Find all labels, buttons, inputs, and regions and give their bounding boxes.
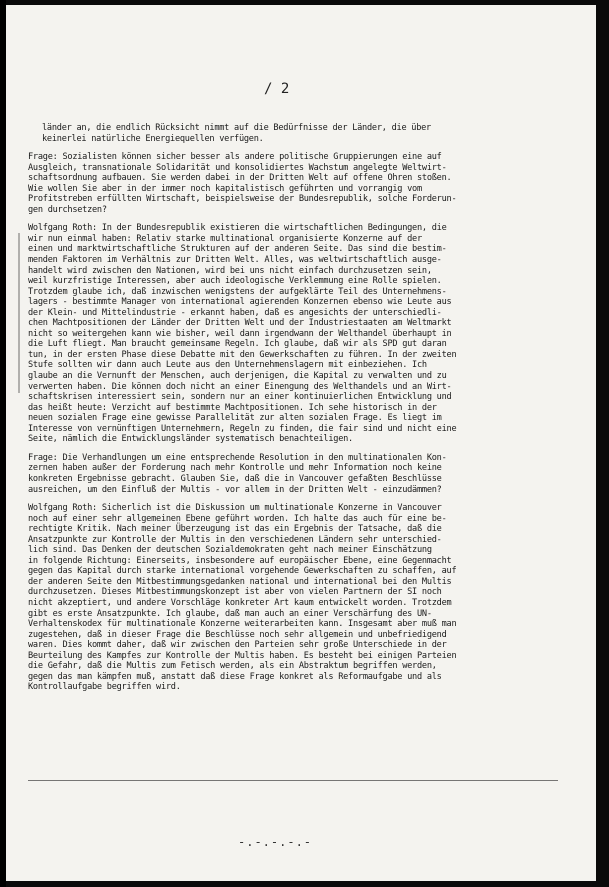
text-line: ausreichen, um den Einfluß der Multis - vor allem in der Dritten Welt - einzudämmen? [28, 484, 442, 495]
question-2 [28, 453, 568, 495]
text-line: keinerlei natürliche Energiequellen verfügen. [42, 133, 264, 144]
document-page [6, 5, 596, 881]
text-line: Ansatzpunkte zur Kontrolle der Multis in den verschiedenen Ländern sehr unterschied- [28, 534, 442, 545]
text-line: zernen haben außer der Forderung nach mehr Kontrolle und mehr Information noch keine [28, 463, 442, 474]
paragraph-continuation [28, 123, 568, 144]
text-line: gibt es erste Ansatzpunkte. Ich glaube, daß man auch an einer Verschärfung des UN- [28, 608, 432, 619]
text-line: rechtigte Kritik. Nach meiner Überzeugung ist das ein Ergebnis der Tatsache, daß die [28, 524, 442, 535]
text-line: menden Faktoren im Verhältnis zur Dritten Welt. Alles, was weltwirtschaftlich ausge- [28, 255, 442, 266]
text-line: Kontrollaufgabe begriffen wird. [28, 682, 181, 693]
text-line: Frage: Sozialisten können sicher besser als andere politische Gruppierungen eine auf [28, 152, 442, 163]
text-line: lagers - bestimmte Manager von international agierenden Konzernen ebenso wie Leute aus [28, 297, 452, 308]
text-line: neuen sozialen Frage eine gewisse Parallelität zur alten sozialen Frage. Es liegt im [28, 413, 442, 424]
page-footer: -.-.-.-.- [238, 835, 313, 849]
text-line: durchzusetzen. Dieses Mitbestimmungskonzept ist aber von vielen Partnern der SI noch [28, 587, 442, 598]
text-line: länder an, die endlich Rücksicht nimmt auf die Bedürfnisse der Länder, die über [42, 123, 431, 133]
text-line: gegen das man kämpfen muß, anstatt daß diese Frage konkret als Reformaufgabe und als [28, 671, 442, 682]
margin-line [18, 233, 20, 393]
text-line: der Klein- und Mittelindustrie - erkannt haben, daß es angesichts der unterschiedli- [28, 307, 442, 318]
text-line: Verhaltenskodex für multinationale Konzerne weiterarbeiten kann. Insgesamt aber muß man [28, 619, 457, 630]
text-line: handelt wird zwischen den Nationen, wird bei uns nicht einfach durchzusetzen sein, [28, 265, 432, 276]
text-line: konkreten Ergebnisse gebracht. Glauben Sie, daß die in Vancouver gefaßten Beschlüsse [28, 473, 442, 484]
text-line: nicht akzeptiert, und andere Vorschläge konkreter Art kaum entwickelt worden. Trotzdem [28, 597, 452, 608]
text-line: gegen das Kapital durch starke international vorgehende Gewerkschaften zu schaffen, auf [28, 566, 457, 577]
question-1 [28, 152, 568, 215]
text-line: waren. Dies kommt daher, daß wir zwischen den Parteien sehr große Unterschiede in der [28, 640, 447, 651]
body-text [28, 123, 568, 693]
text-line: glaube an die Vernunft der Menschen, auch derjenigen, die Kapital zu verwalten und zu [28, 371, 447, 382]
text-line: noch auf einer sehr allgemeinen Ebene geführt worden. Ich halte das auch für eine be- [28, 513, 447, 524]
text-line: tun, in der ersten Phase diese Debatte mit den Gewerkschaften zu führen. In der zweiten [28, 349, 457, 360]
text-line: Wolfgang Roth: Sicherlich ist die Diskussion um multinationale Konzerne in Vancouver [28, 503, 442, 514]
text-line: schaftskrisen interessiert sein, sondern nur an einer kontinuierlichen Entwicklung und [28, 392, 452, 403]
text-line: Ausgleich, transnationale Solidarität und konsolidiertes Wachstum angelegte Weltwirt- [28, 162, 447, 173]
text-line: das heißt heute: Verzicht auf bestimmte Machtpositionen. Ich sehe historisch in der [28, 402, 437, 413]
text-line: Profitstreben erfüllten Wirtschaft, beispielsweise der Bundesrepublik, solche Forderun- [28, 194, 457, 205]
text-line: lich sind. Das Denken der deutschen Sozialdemokraten geht nach meiner Einschätzung [28, 545, 432, 556]
text-line: nicht so weitergehen kann wie bisher, weil dann irgendwann der Welthandel überhaupt in [28, 328, 452, 339]
answer-2 [28, 503, 568, 693]
answer-1 [28, 223, 568, 444]
end-rule [28, 780, 558, 781]
text-line: wir nun einmal haben: Relativ starke multinational organisierte Konzerne auf der [28, 233, 422, 244]
text-line: in folgende Richtung: Einerseits, insbesondere auf europäischer Ebene, eine Gegenmacht [28, 555, 452, 566]
text-line: die Gefahr, daß die Multis zum Fetisch werden, als ein Abstraktum begriffen werden, [28, 661, 437, 672]
text-line: Seite, nämlich die Entwicklungsländer systematisch benachteiligen. [28, 434, 353, 445]
text-line: chen Machtpositionen der Länder der Dritten Welt und der Industriestaaten am Weltmarkt [28, 318, 452, 329]
text-line: Trotzdem glaube ich, daß inzwischen wenigstens der aufgeklärte Teil des Unternehmens- [28, 286, 447, 297]
text-line: schaftsordnung aufbauen. Sie werden dabei in der Dritten Welt auf offene Ohren stoßen. [28, 173, 452, 184]
text-line: gen durchsetzen? [28, 204, 107, 215]
text-line: einen und marktwirtschaftliche Strukturen auf der anderen Seite. Das sind die bestim- [28, 244, 447, 255]
text-line: Stufe sollten wir dann auch Leute aus den Unternehmenslagern mit einbeziehen. Ich [28, 360, 427, 371]
page-number: / 2 [264, 81, 290, 97]
text-line: Wolfgang Roth: In der Bundesrepublik existieren die wirtschaftlichen Bedingungen, die [28, 223, 447, 234]
text-line: Wie wollen Sie aber in der immer noch kapitalistisch geführten und vorrangig vom [28, 183, 422, 194]
text-line: weil kurzfristige Interessen, aber auch ideologische Verklemmung eine Rolle spielen. [28, 276, 442, 287]
text-line: zugestehen, daß in dieser Frage die Beschlüsse noch sehr allgemein und unbefriedigend [28, 629, 447, 640]
text-line: der anderen Seite den Mitbestimmungsgedanken national und international bei den Multis [28, 576, 452, 587]
text-line: die Luft fliegt. Man braucht gemeinsame Regeln. Ich glaube, daß wir als SPD gut daran [28, 339, 447, 350]
text-line: Beurteilung des Kampfes zur Kontrolle der Multis haben. Es besteht bei einigen Parteien [28, 650, 457, 661]
text-line: Frage: Die Verhandlungen um eine entsprechende Resolution in den multinationalen Kon- [28, 452, 447, 463]
text-line: verwerten haben. Die können doch nicht an einer Einengung des Welthandels und an Wirt- [28, 381, 452, 392]
text-line: Interesse von vernünftigen Unternehmern, Regeln zu finden, die fair sind und nicht eine [28, 423, 457, 434]
